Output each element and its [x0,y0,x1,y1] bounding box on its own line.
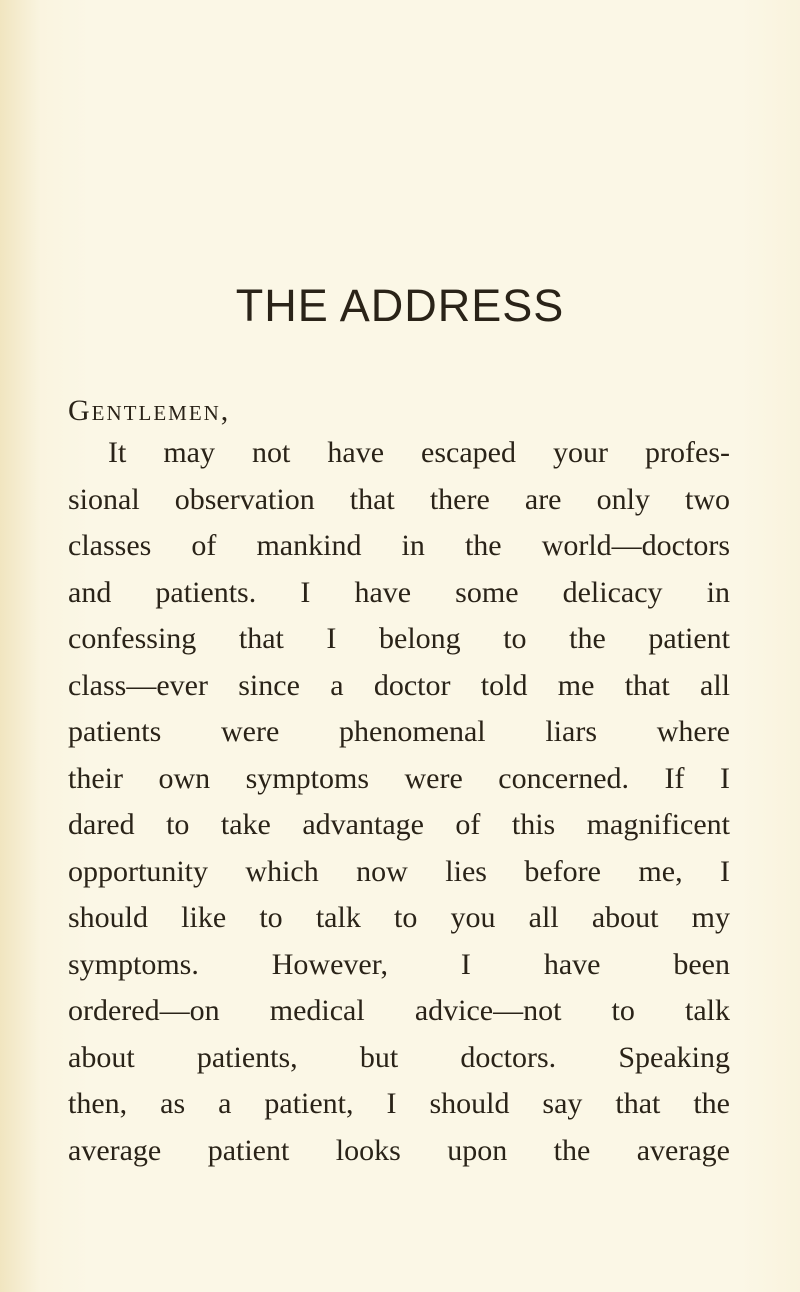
text-line: It may not have escaped your profes- [108,436,730,469]
text-line: about patients, but doctors. Speaking [68,1040,730,1074]
text-line: sional observation that there are only two [68,482,730,516]
text-line: should like to talk to you all about my [68,901,730,934]
text-line: classes of mankind in the world—doctors [68,529,730,562]
chapter-title: THE ADDRESS [235,280,565,331]
text-line: and patients. I have some delicacy in [68,575,730,609]
text-line: average patient looks upon the average [68,1133,730,1167]
text-line: ordered—on medical advice—not to talk [68,994,730,1027]
text-line: their own symptoms were concerned. If I [68,761,730,795]
salutation: Gentlemen, [68,394,231,427]
text-line: symptoms. However, I have been [68,947,730,981]
text-line: patients were phenomenal liars where [68,715,730,748]
text-line: opportunity which now lies before me, I [68,854,730,888]
text-line: confessing that I belong to the patient [68,622,730,655]
text-line: class—ever since a doctor told me that all [68,668,730,702]
text-line: then, as a patient, I should say that the [68,1087,730,1120]
body-paragraph [68,430,730,1174]
text-line: dared to take advantage of this magnificent [68,808,730,841]
